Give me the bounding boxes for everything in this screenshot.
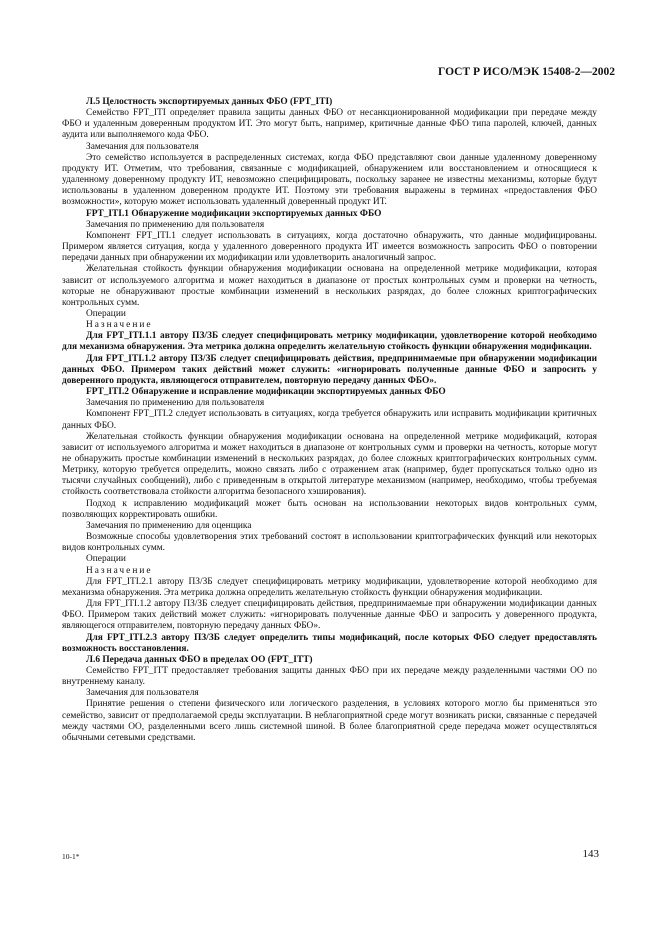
page-number: 143 [582,848,599,860]
paragraph: Желательная стойкость функции обнаружения модификации основана на определенной метрике модификации, которая зависит от используемого алгоритма и может находиться в диапазоне от простых контрольных сумм и проверки на четность, которые не обнаруживают простые комбинации изменений в нескольких разрядах, до более сложных криптографических контрольных сумм. [62,264,597,308]
paragraph: Возможные способы удовлетворения этих требований состоят в использовании криптографических функций или некоторых видов контрольных сумм. [62,532,597,554]
paragraph: Замечания по применению для оценщика [86,520,252,531]
paragraph: Семейство FPT_ITI определяет правила защиты данных ФБО от несанкционированной модификации при передаче между ФБО и удаленным доверенным продуктом ИТ. Это могут быть, например, критичные данные ФБО типа паролей, ключей, данных аудита или выполняемого кода ФБО. [62,108,597,141]
paragraph: Желательная стойкость функции обнаружения модификации основана на определенной метрике модификаций, которая зависит от используемого алгоритма и может находиться в диапазоне от контрольных сумм и проверки на четность, которые могут не обнаружить простые комбинации изменений в нескольких разрядах, до более сложных криптографических контрольных сумм. Метрику, которую требуется определить, можно связать либо с отражением атак (например, будет пропускаться только одно из тысячи случайных сообщений), либо с приведенным в открытой литературе механизмом (например, необходимо, чтобы требуемая стойкость соответствовала стойкости алгоритма безопасного хэширования). [62,431,597,498]
paragraph: Принятие решения о степени физического или логического разделения, в условиях которого могло бы применяться это семейство, зависит от предполагаемой среды эксплуатации. В неблагоприятной среде могут возникать риски, связанные с передачей между частями ОО, разделенными всего лишь системной шиной. В более благоприятной среде передача может осуществляться обычными сетевыми средствами. [62,699,597,743]
paragraph: Для FPT_ITI.2.3 автору ПЗ/ЗБ следует определить типы модификаций, после которых ФБО следует предоставлять возможность восстановления. [62,632,597,654]
paragraph: Для FPT_ITI.1.2 автору ПЗ/ЗБ следует специфицировать действия, предпринимаемые при обнаружении модификации данных ФБО. Примером таких действий может служить: «игнорировать полученные данные ФБО и запросить у доверенного продукта, являющегося отправителем, повторную передачу данных ФБО». [62,599,597,632]
paragraph: Это семейство используется в распределенных системах, когда ФБО представляют свои данные удаленному доверенному продукту ИТ. Отметим, что требования, связанные с модификацией, обнаружением или восстановлением и относящиеся к удаленному доверенному продукту ИТ, невозможно специфицировать, поскольку заранее не известны механизмы, которые будут использованы в удаленном доверенном продукте ИТ. Поэтому эти требования выражены в терминах «предоставления ФБО возможности», которую может использовать удаленный доверенный продукт ИТ. [62,152,597,208]
section-heading: Л.5 Целостность экспортируемых данных ФБО (FPT_ITI) [86,97,333,107]
paragraph: Назначение [86,565,153,576]
paragraph: Семейство FPT_ITT предоставляет требования защиты данных ФБО при их передаче между разделенными частями ОО по внутреннему каналу. [62,665,597,688]
footer-sheet-mark: 10-1* [62,852,80,861]
paragraph: Для FPT_ITI.1.2 автору ПЗ/ЗБ следует специфицировать действия, предпринимаемые при обнаружении модификации данных ФБО. Примером таких действий может служить: «игнорировать полученные данные ФБО и запросить у доверенного продукта, являющегося отправителем, повторную передачу данных ФБО». [62,353,597,386]
paragraph: Для FPT_ITI.1.1 автору ПЗ/ЗБ следует специфицировать метрику модификации, удовлетворение которой необходимо для механизма обнаружения. Эта метрика должна определить желательную стойкость функции обнаружения модификации. [62,331,597,353]
paragraph: Подход к исправлению модификаций может быть основан на использовании некоторых видов контрольных сумм, позволяющих корректировать ошибки. [62,498,597,520]
paragraph: Замечания для пользователя [86,141,199,152]
paragraph: Замечания по применению для пользователя [86,219,265,230]
body-text [62,97,597,744]
section-heading: FPT_ITI.2 Обнаружение и исправление модификации экспортируемых данных ФБО [86,387,446,398]
page-header: ГОСТ Р ИСО/МЭК 15408-2—2002 [438,66,615,78]
paragraph: Компонент FPT_ITI.2 следует использовать в ситуациях, когда требуется обнаружить или исправить модификации критичных данных ФБО. [62,409,597,431]
paragraph: Замечания по применению для пользователя [86,398,265,409]
paragraph: Операции [86,554,126,565]
paragraph: Для FPT_ITI.2.1 автору ПЗ/ЗБ следует специфицировать метрику модификации, удовлетворение которой необходимо для механизма обнаружения. Эта метрика должна определить желательную стойкость функции обнаружения модификации. [62,576,597,598]
paragraph: Компонент FPT_ITI.1 следует использовать в ситуациях, когда достаточно обнаружить, что данные модифицированы. Примером является ситуация, когда у удаленного доверенного продукта ИТ имеется возможность запросить ФБО о повторении передачи данных при обнаружении их модификации или удовлетворить аналогичный запрос. [62,230,597,264]
section-heading: FPT_ITI.1 Обнаружение модификации экспортируемых данных ФБО [86,208,382,219]
paragraph: Операции [86,308,126,319]
section-heading: Л.6 Передача данных ФБО в пределах ОО (FPT_ITT) [86,654,313,665]
paragraph: Замечания для пользователя [86,688,199,699]
paragraph: Назначение [86,320,153,331]
